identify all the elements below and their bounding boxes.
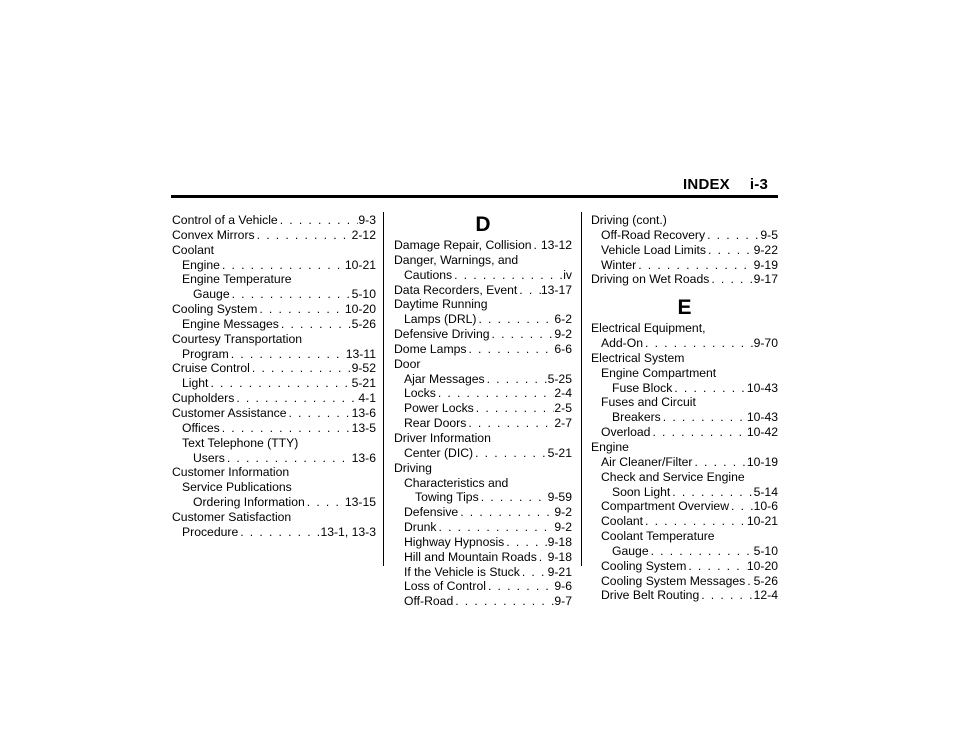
column-divider-2	[581, 212, 582, 566]
index-entry-label: Cooling System Messages	[601, 573, 746, 588]
dot-leader	[220, 421, 352, 436]
index-entry	[394, 372, 572, 387]
index-heading: Driving	[394, 460, 432, 475]
index-entry-page: 10-20	[344, 302, 376, 317]
index-entry	[591, 514, 778, 529]
index-entry	[172, 347, 376, 362]
index-heading: Customer Satisfaction	[172, 509, 292, 524]
dot-leader	[643, 514, 747, 529]
index-entry-page: 9-22	[753, 242, 778, 257]
header-rule	[171, 195, 778, 198]
dot-leader	[661, 410, 747, 425]
index-entry-label: Loss of Control	[404, 579, 486, 594]
index-entry-label: Highway Hypnosis	[404, 534, 505, 549]
dot-leader	[537, 550, 548, 565]
dot-leader	[709, 272, 753, 287]
index-entry-page: 10-43	[746, 380, 778, 395]
index-entry-page: 5-25	[547, 371, 572, 386]
index-entry-label: Fuse Block	[612, 380, 673, 395]
index-entry-label: Defensive	[404, 505, 459, 520]
dot-leader	[476, 312, 554, 327]
dot-leader	[453, 594, 554, 609]
index-entry-page: 9-19	[753, 257, 778, 272]
index-heading: Danger, Warnings, and	[394, 252, 519, 267]
index-heading: Driver Information	[394, 430, 491, 445]
index-entry	[172, 391, 376, 406]
index-entry-page: 5-14	[753, 484, 778, 499]
index-entry-label: Gauge	[193, 287, 230, 302]
index-entry-page: 13-17	[540, 282, 572, 297]
dot-leader	[436, 386, 555, 401]
index-entry-label: Cooling System	[172, 302, 258, 317]
index-entry-label: Customer Assistance	[172, 405, 287, 420]
dot-leader	[636, 258, 753, 273]
index-heading: Customer Information	[172, 465, 290, 480]
index-entry-label: Compartment Overview	[601, 499, 730, 514]
dot-leader	[473, 446, 548, 461]
index-entry	[394, 342, 572, 357]
dot-leader	[437, 520, 555, 535]
dot-leader	[643, 336, 754, 351]
index-entry	[591, 425, 778, 440]
index-entry-page: 13-11	[345, 346, 376, 361]
section-title: INDEX	[683, 176, 730, 193]
column-divider-1	[383, 212, 384, 566]
index-entry-label: Offices	[182, 420, 220, 435]
index-entry	[172, 421, 376, 436]
index-entry	[394, 550, 572, 565]
dot-leader	[466, 342, 554, 357]
letter-spacer	[591, 287, 778, 296]
index-entry-label: Dome Lamps	[394, 341, 467, 356]
dot-leader	[670, 485, 753, 500]
dot-leader	[286, 406, 351, 421]
dot-leader	[705, 228, 760, 243]
index-entry	[172, 317, 376, 332]
index-entry	[394, 490, 572, 505]
index-entry	[172, 287, 376, 302]
index-entry-label: Control of a Vehicle	[172, 213, 278, 227]
index-entry-label: Soon Light	[612, 484, 671, 499]
index-entry-label: Towing Tips	[415, 490, 479, 505]
dot-leader	[490, 327, 555, 342]
index-entry-label: If the Vehicle is Stuck	[404, 564, 520, 579]
index-entry	[172, 302, 376, 317]
index-entry-label: Data Recorders, Event	[394, 282, 518, 297]
index-entry	[394, 283, 572, 298]
index-entry	[591, 485, 778, 500]
dot-leader	[649, 544, 754, 559]
dot-leader	[692, 455, 746, 470]
index-entry-page: 5-21	[351, 376, 376, 391]
index-heading: Engine Temperature	[182, 272, 292, 287]
index-entry-label: Drunk	[404, 520, 437, 535]
index-entry-page: 10-21	[746, 514, 778, 529]
index-heading: Coolant Temperature	[601, 529, 715, 544]
index-entry-page: 9-59	[547, 490, 572, 505]
index-entry-page: 6-6	[554, 341, 572, 356]
index-entry-page: 5-21	[547, 445, 572, 460]
dot-leader	[278, 213, 359, 228]
dot-leader	[255, 228, 352, 243]
index-entry	[394, 446, 572, 461]
index-heading: Engine	[591, 439, 629, 454]
index-heading: Text Telephone (TTY)	[182, 435, 299, 450]
index-entry-page: 2-5	[554, 401, 572, 416]
index-entry	[591, 336, 778, 351]
index-entry-label: Gauge	[612, 543, 649, 558]
dot-leader	[532, 238, 541, 253]
dot-leader	[686, 559, 746, 574]
index-entry-page: 9-2	[554, 520, 572, 535]
index-entry-page: 5-10	[351, 287, 376, 302]
index-entry	[394, 579, 572, 594]
index-entry-label: Winter	[601, 257, 637, 272]
index-entry-label: Hill and Mountain Roads	[404, 549, 537, 564]
index-entry-label: Cooling System	[601, 558, 687, 573]
index-entry	[172, 361, 376, 376]
index-entry-label: Off-Road	[404, 594, 454, 609]
index-entry-page: 9-70	[753, 336, 778, 351]
index-entry-page: 5-26	[351, 316, 376, 331]
dot-leader	[229, 347, 346, 362]
index-entry-label: Center (DIC)	[404, 445, 474, 460]
dot-leader	[485, 372, 548, 387]
index-entry-page: 9-21	[547, 564, 572, 579]
index-heading: Fuses and Circuit	[601, 395, 696, 410]
index-entry	[591, 588, 778, 603]
dot-leader	[452, 268, 563, 283]
index-heading: Driving (cont.)	[591, 213, 667, 227]
index-entry-page: 2-12	[351, 227, 376, 242]
index-entry-page: 12-4	[753, 588, 778, 603]
index-entry-label: Power Locks	[404, 401, 474, 416]
dot-leader	[466, 416, 554, 431]
dot-leader	[729, 499, 754, 514]
index-heading: Door	[394, 356, 421, 371]
index-entry-page: 13-15	[344, 495, 376, 510]
index-entry-label: Engine	[182, 257, 220, 272]
index-entry-page: 9-18	[547, 549, 572, 564]
index-entry	[394, 594, 572, 609]
index-heading: Coolant	[172, 242, 215, 257]
index-entry	[394, 520, 572, 535]
index-entry-label: Drive Belt Routing	[601, 588, 700, 603]
dot-leader	[238, 525, 320, 540]
index-entry	[394, 565, 572, 580]
index-heading: Characteristics and	[404, 475, 509, 490]
index-entry-label: Defensive Driving	[394, 327, 490, 342]
index-entry-page: 5-10	[753, 543, 778, 558]
dot-leader	[208, 376, 351, 391]
index-entry	[394, 327, 572, 342]
dot-leader	[672, 381, 747, 396]
index-entry-page: 13-6	[351, 450, 376, 465]
index-entry	[394, 535, 572, 550]
index-entry-page: iv	[563, 267, 572, 282]
index-letter-heading: E	[677, 296, 692, 320]
index-entry-page: 9-18	[547, 534, 572, 549]
index-column-2	[394, 213, 572, 609]
index-entry-page: 9-2	[554, 505, 572, 520]
index-entry-label: Program	[182, 346, 229, 361]
index-entry	[591, 381, 778, 396]
index-entry-page: 13-1, 13-3	[320, 524, 376, 539]
index-entry	[172, 213, 376, 228]
dot-leader	[699, 588, 753, 603]
index-entry	[172, 258, 376, 273]
index-entry-label: Convex Mirrors	[172, 227, 255, 242]
index-entry-page: 9-52	[351, 361, 376, 376]
index-column-1	[172, 213, 376, 540]
index-entry-page: 9-17	[753, 272, 778, 287]
index-entry-label: Coolant	[601, 514, 644, 529]
index-entry	[591, 455, 778, 470]
index-entry-page: 9-3	[358, 213, 376, 227]
index-entry	[591, 228, 778, 243]
page-header	[683, 176, 768, 193]
index-entry-page: 10-6	[753, 499, 778, 514]
index-entry	[394, 401, 572, 416]
dot-leader	[305, 495, 345, 510]
index-entry	[394, 238, 572, 253]
dot-leader	[250, 361, 352, 376]
index-entry	[394, 312, 572, 327]
index-entry-page: 10-19	[746, 454, 778, 469]
index-column-3	[591, 213, 778, 603]
index-entry-label: Engine Messages	[182, 316, 279, 331]
index-entry	[172, 228, 376, 243]
index-heading: Engine Compartment	[601, 365, 717, 380]
index-entry	[394, 386, 572, 401]
index-entry-page: 13-12	[540, 238, 572, 252]
index-heading: Courtesy Transportation	[172, 331, 303, 346]
index-entry	[591, 559, 778, 574]
index-entry-label: Locks	[404, 386, 436, 401]
dot-leader	[234, 391, 358, 406]
dot-leader	[458, 505, 554, 520]
dot-leader	[225, 451, 352, 466]
index-heading: Service Publications	[182, 480, 292, 495]
dot-leader	[279, 317, 352, 332]
index-entry-page: 6-2	[554, 312, 572, 327]
index-entry-page: 5-26	[753, 573, 778, 588]
index-entry-label: Cupholders	[172, 391, 235, 406]
index-entry-label: Rear Doors	[404, 416, 467, 431]
index-entry	[591, 272, 778, 287]
index-entry-page: 13-5	[351, 420, 376, 435]
index-entry	[591, 243, 778, 258]
index-entry-label: Cautions	[404, 267, 453, 282]
index-entry-page: 10-42	[746, 425, 778, 440]
index-entry-page: 9-6	[554, 579, 572, 594]
index-entry-label: Damage Repair, Collision	[394, 238, 532, 252]
index-entry-page: 9-5	[760, 227, 778, 242]
index-entry-label: Overload	[601, 425, 651, 440]
dot-leader	[474, 401, 555, 416]
index-entry	[394, 416, 572, 431]
index-entry-label: Light	[182, 376, 209, 391]
index-entry-page: 10-43	[746, 410, 778, 425]
index-heading: Daytime Running	[394, 297, 488, 312]
dot-leader	[517, 283, 541, 298]
page-number: i-3	[749, 176, 768, 193]
index-entry-label: Off-Road Recovery	[601, 227, 706, 242]
index-entry-label: Driving on Wet Roads	[591, 272, 710, 287]
index-entry	[591, 499, 778, 514]
dot-leader	[257, 302, 344, 317]
index-entry-page: 9-2	[554, 327, 572, 342]
index-entry	[394, 505, 572, 520]
index-entry	[172, 376, 376, 391]
index-entry	[172, 495, 376, 510]
index-letter-heading: D	[475, 213, 491, 236]
index-entry-label: Air Cleaner/Filter	[601, 454, 693, 469]
index-entry	[172, 406, 376, 421]
index-heading: Electrical System	[591, 350, 685, 365]
index-entry-page: 2-7	[554, 416, 572, 431]
index-entry-page: 4-1	[358, 391, 376, 406]
dot-leader	[230, 287, 352, 302]
index-entry-label: Add-On	[601, 336, 644, 351]
index-entry-label: Users	[193, 450, 225, 465]
dot-leader	[650, 425, 746, 440]
index-entry	[591, 544, 778, 559]
index-entry	[394, 268, 572, 283]
index-entry-label: Procedure	[182, 524, 239, 539]
index-entry-page: 13-6	[351, 405, 376, 420]
index-entry	[172, 525, 376, 540]
index-entry-label: Lamps (DRL)	[404, 312, 477, 327]
index-entry-page: 10-20	[746, 558, 778, 573]
index-entry-label: Ordering Information	[193, 495, 305, 510]
index-entry-label: Breakers	[612, 410, 661, 425]
index-entry-label: Ajar Messages	[404, 371, 485, 386]
index-entry	[172, 451, 376, 466]
dot-leader	[745, 574, 753, 589]
dot-leader	[520, 565, 548, 580]
index-entry-label: Cruise Control	[172, 361, 250, 376]
index-heading: Electrical Equipment,	[591, 321, 706, 336]
index-entry-page: 10-21	[344, 257, 376, 272]
index-entry	[591, 410, 778, 425]
index-entry	[591, 574, 778, 589]
dot-leader	[479, 490, 548, 505]
dot-leader	[220, 258, 345, 273]
index-entry	[591, 258, 778, 273]
index-entry-page: 9-7	[554, 594, 572, 609]
index-entry-page: 2-4	[554, 386, 572, 401]
dot-leader	[504, 535, 547, 550]
dot-leader	[706, 243, 754, 258]
index-entry-label: Vehicle Load Limits	[601, 242, 707, 257]
index-heading: Check and Service Engine	[601, 469, 745, 484]
dot-leader	[486, 579, 554, 594]
